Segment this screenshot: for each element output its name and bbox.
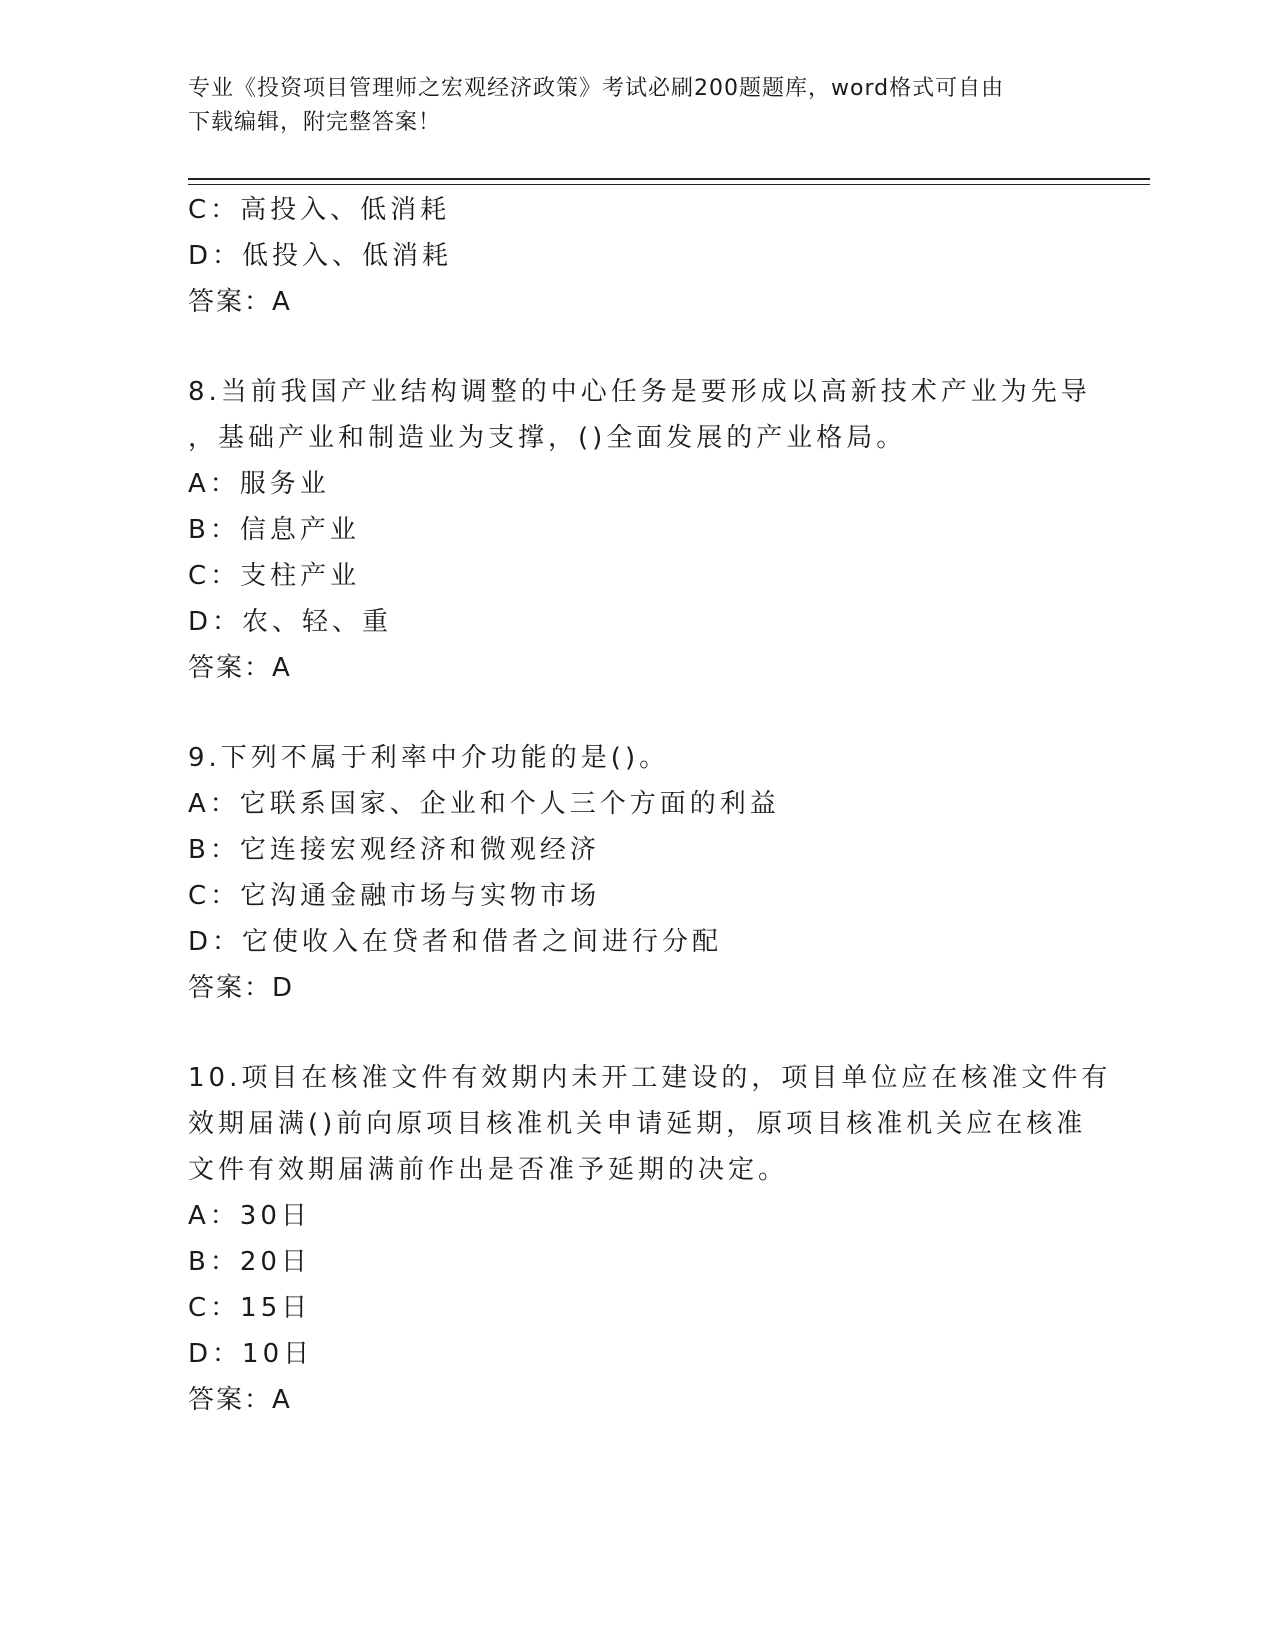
- option-a: A：它联系国家、企业和个人三个方面的利益: [188, 789, 780, 819]
- option-d: D：10日: [188, 1339, 314, 1369]
- option-c: C：它沟通金融市场与实物市场: [188, 881, 601, 911]
- question-text: 10.项目在核准文件有效期内未开工建设的，项目单位应在核准文件有: [188, 1063, 1112, 1093]
- option-c: C：支柱产业: [188, 561, 361, 591]
- question-text: 8.当前我国产业结构调整的中心任务是要形成以高新技术产业为先导: [188, 377, 1091, 407]
- option-a: A：30日: [188, 1201, 311, 1231]
- option-c: C：高投入、低消耗: [188, 195, 451, 225]
- header-line-1: 专业《投资项目管理师之宏观经济政策》考试必刷200题题库，word格式可自由: [188, 76, 1005, 101]
- answer-line: [188, 1377, 1088, 1423]
- answer-label: 答案：: [188, 653, 273, 683]
- answer-value: A: [272, 1385, 292, 1415]
- option-d: D：低投入、低消耗: [188, 241, 453, 271]
- question-block-10: [188, 1055, 1112, 1423]
- question-list: [188, 187, 1112, 1467]
- option-b: B：信息产业: [188, 515, 360, 545]
- option-b: B：20日: [188, 1247, 311, 1277]
- answer-value: D: [272, 973, 295, 1003]
- option-d: D：它使收入在贷者和借者之间进行分配: [188, 927, 723, 957]
- question-block-prev: [188, 187, 1088, 325]
- answer-label: 答案：: [188, 287, 273, 317]
- question-block-9: [188, 735, 1088, 1011]
- question-text: 效期届满()前向原项目核准机关申请延期，原项目核准机关应在核准: [188, 1109, 1087, 1139]
- question-block-8: [188, 369, 1091, 691]
- header-divider: [188, 178, 1150, 180]
- answer-label: 答案：: [188, 1385, 273, 1415]
- answer-value: A: [272, 653, 292, 683]
- option-a: A：服务业: [188, 469, 330, 499]
- question-text: 9.下列不属于利率中介功能的是()。: [188, 743, 670, 773]
- option-d: D：农、轻、重: [188, 607, 393, 637]
- answer-line: [188, 279, 1088, 325]
- answer-value: A: [272, 287, 292, 317]
- answer-line: [188, 645, 1088, 691]
- answer-label: 答案：: [188, 973, 273, 1003]
- question-text: ，基础产业和制造业为支撑，()全面发展的产业格局。: [188, 423, 907, 453]
- document-header: [188, 72, 1068, 140]
- option-c: C：15日: [188, 1293, 312, 1323]
- header-line-2: 下载编辑，附完整答案！: [188, 110, 442, 135]
- option-b: B：它连接宏观经济和微观经济: [188, 835, 600, 865]
- header-divider-thin: [188, 184, 1150, 185]
- answer-line: [188, 965, 1088, 1011]
- question-text: 文件有效期届满前作出是否准予延期的决定。: [188, 1155, 789, 1185]
